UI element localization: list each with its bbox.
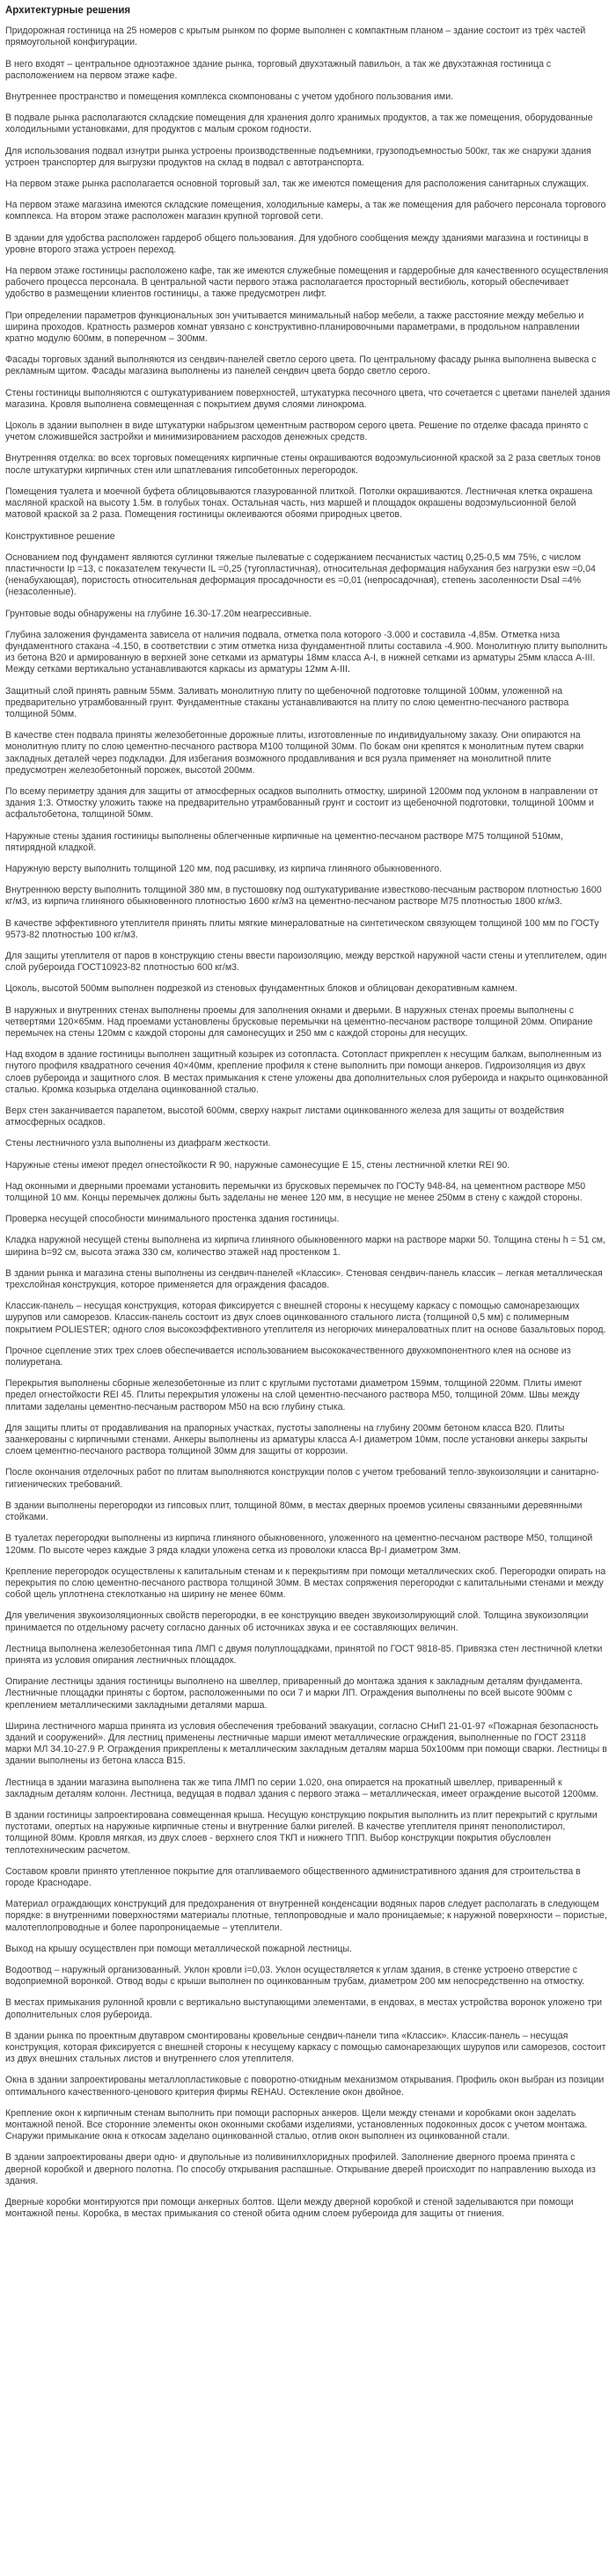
paragraph: Ширина лестничного марша принята из условия обеспечения требований эвакуации, согласно СНиП 21-01-97 «Пожарная безопасность зданий и сооружений». Для лестниц применены лестничные марши имеют металлические ограждения, выполненные по ГОСТ 23118 марки МЛ 34.10-27.9 Р. Ограждения прикреплены к металлическим закладным деталям марша 50х100мм при помощи сварки. Лестницы в здании выполнены из бетона класса В15. xyxy=(5,1720,607,1767)
paragraph: В качестве эффективного утеплителя принять плиты мягкие минераловатные на синтетическом связующем толщиной 100 мм по ГОСТу 9573-82 плотностью 100 кг/м3. xyxy=(5,917,599,940)
paragraph: На первом этаже рынка располагается основной торговый зал, так же имеются помещения для расположения санитарных служащих. xyxy=(5,179,590,190)
paragraph: Внутреннее пространство и помещения комплекса скомпонованы с учетом удобного пользования ими. xyxy=(5,91,454,103)
paragraph: Для использования подвал изнутри рынка устроены производственные подъемники, грузоподъемностью 500кг, так же снаружи здания устроен транспортер для выгрузки продуктов на склад в подвал с автотранспорта. xyxy=(5,145,591,168)
paragraph: Водоотвод – наружный организованный. Уклон кровли i=0,03. Уклон осуществляется к углам здания, в стенке устроено отверстие с водоприемной воронкой. Отвод воды с крыши выполнен по оцинкованным трубам, диаметром 200 мм непосредственно на отмостку. xyxy=(5,1964,584,1988)
paragraph: Кладка наружной несущей стены выполнена из кирпича глиняного обыкновенного марки на растворе марки 50. Толщина стены h = 51 см, ширина b=92 см, высота этажа 330 см, количество этажей над простенком 1. xyxy=(5,1235,606,1258)
paragraph: Материал ограждающих конструкций для предохранения от внутренней конденсации водяных паров следует располагать в следующем порядке: в внутренними поверхностями материалы плотные, теплопроводные и мало проницаемые; к наружной поверхности – пористые, малотеплопроводные и более паропроницаемые – утеплители. xyxy=(5,1899,607,1933)
paragraph: Над входом в здание гостиницы выполнен защитный козырек из сотопласта. Сотопласт прикреплен к несущим балкам, выполненным из гнутого профиля квадратного сечения 40×40мм, крепление профиля к стене выполнить при помощи анкеров. Гидроизоляция из двух слоев рубероида и защитного слоя. В местах примыкания к стене уложены два дополнительных слоя рубероида и накрыто оцинкованной сталью. Кромка козырька отделана оцинкованной сталью. xyxy=(5,1049,608,1095)
paragraph: Для увеличения звукоизоляционных свойств перегородки, в ее конструкцию введен звукоизолирующий слой. Толщина звукоизоляции принимается по отдельному расчету согласно данных об источниках звука и ее составляющих величин. xyxy=(5,1610,589,1633)
paragraph: Цоколь в здании выполнен в виде штукатурки набрызгом цементным раствором серого цвета. Решение по отделке фасада принято с учетом сложившейся застройки и минимизированием расходов денежных средств. xyxy=(5,420,589,443)
paragraph: Внутреннюю версту выполнить толщиной 380 мм, в пустошовку под оштукатуривание известково-песчаным раствором плотностью 1600 кг/м3, из кирпича глиняного обыкновенного плотностью 1600 кг/м3 на цементно-песчаном растворе М75 плотностью 1800 кг/м3. xyxy=(5,885,602,908)
paragraph: Цоколь, высотой 500мм выполнен подрезкой из стеновых фундаментных блоков и облицован декоративным камнем. xyxy=(5,983,517,995)
paragraph: В здании выполнены перегородки из гипсовых плит, толщиной 80мм, в местах дверных проемов усилены связанными деревянными стойками. xyxy=(5,1500,583,1523)
paragraph: Для защиты утеплителя от паров в конструкцию стены ввести пароизоляцию, между версткой наружной части стены и утеплителем, один слой рубероида ГОСТ10923-82 плотностью 600 кг/м3. xyxy=(5,950,607,974)
paragraph: В него входят – центральное одноэтажное здание рынка, торговый двухэтажный павильон, а так же двухэтажная гостиница с расположением на первом этаже кафе. xyxy=(5,58,552,81)
paragraph: Опирание лестницы здания гостиницы выполнено на швеллер, приваренный до монтажа здания к закладным деталям фундамента. Лестничные площадки приняты с бортом, расположенными по оси 7 и марки ЛП. Ограждения выполнены по всей высоте 900мм с креплением металлическими закладными деталями марша. xyxy=(5,1676,583,1711)
paragraph: Грунтовые воды обнаружены на глубине 16.30-17.20м неагрессивные. xyxy=(5,608,312,619)
architecture-section-body xyxy=(5,26,611,521)
paragraph: В туалетах перегородки выполнены из кирпича глиняного обыкновенного, уложенного на цементно-песчаном растворе М50, толщиной 120мм. По высоте через каждые 3 ряда кладки уложена сетка из проволоки класса Вр-I диаметром 3мм. xyxy=(5,1533,593,1556)
paragraph: Наружные стены имеют предел огнестойкости R 90, наружные самонесущие Е 15, стены лестничной клетки REI 90. xyxy=(5,1159,510,1171)
paragraph: Крепление окон к кирпичным стенам выполнить при помощи распорных анкеров. Щели между стенами и коробками окон заделать монтажной пеной. Все сторонние элементы окон оконными скобами изделиями, установленных подоконных досок с учетом монтажа. Снаружи примыкание окна к откосам заделано оцинкованной сталью, отлив окон выполнен из оцинкованной стали. xyxy=(5,2107,588,2142)
paragraph: Дверные коробки монтируются при помощи анкерных болтов. Щели между дверной коробкой и стеной заделываются при помощи монтажной пены. Коробка, в местах примыкания со стеной обита одним слоем рубероида для защиты от гниения. xyxy=(5,2197,574,2220)
paragraph: В подвале рынка располагаются складские помещения для хранения долго хранимых продуктов, а так же помещения, оборудованные холодильными установками, для продуктов с малым сроком годности. xyxy=(5,113,593,135)
paragraph: Окна в здании запроектированы металлопластиковые с поворотно-откидным механизмом открывания. Профиль окон выбран из позиции оптимального качественного-ценового критерия фирмы REHAU. Остекление окон двойное. xyxy=(5,2075,605,2098)
paragraph: Основанием под фундамент являются суглинки тяжелые пылеватые с содержанием песчанистых частиц 0,25-0,5 мм 75%, с числом пластичности Ip =13, с показателем текучести IL =0,25 (тугопластичная), относительная деформация набухания без нагрузки esw =0,04 (ненабухающая), пористость относительная деформация просадочности es =0,01 (непросадочная), степень засоленности Dsal =4%(незасоленные). xyxy=(5,551,596,598)
paragraph: Проверка несущей способности минимального простенка здания гостиницы. xyxy=(5,1214,340,1225)
paragraph: В здании рынка и магазина стены выполнены из сендвич-панелей «Классик». Стеновая сендвич-панель классик – легкая металлическая трехслойная конструкция, которое применяется для ограждения фасадов. xyxy=(5,1267,603,1291)
paragraph: Помещения туалета и моечной буфета облицовываются глазурованной плиткой. Потолки окрашиваются. Лестничная клетка окрашена масляной краской на высоту 1.5м. в голубых тонах. Остальная часть, низ маршей и площадок окрашены водоэмульсионной белой матовой краской за 2 раза. Помещения гостиницы оклеиваются обоями природных цветов. xyxy=(5,485,593,521)
paragraph: На первом этаже гостиницы расположено кафе, так же имеются служебные помещения и гардеробные для качественного осуществления рабочего процесса персонала. В центральной части первого этажа располагается просторный вестибюль, который обеспечивает удобство в размещении клиентов гостиницы, а также предусмотрен лифт. xyxy=(5,266,609,300)
paragraph: В здании для удобства расположен гардероб общего пользования. Для удобного сообщения между зданиями магазина и гостиницы в уровне второго этажа устроен переход. xyxy=(5,232,589,255)
paragraph: Лестница в здании магазина выполнена так же типа ЛМП по серии 1.020, она опирается на прокатный швеллер, приваренный к закладным деталям колонн. Лестница, ведущая в подвал здания с первого этажа – металлическая, имеет ограждение высотой 1200мм. xyxy=(5,1777,599,1799)
paragraph: Прочное сцепление этих трех слоев обеспечивается использованием высококачественного двухкомпонентного клея на основе из полиуретана. xyxy=(5,1345,571,1368)
paragraph: Над оконными и дверными проемами установить перемычки из брусковых перемычек по ГОСТу 948-84, на цементном растворе М50 толщиной 10 мм. Концы перемычек должны быть заделаны не менее 120 мм, в несущие не менее 250мм в стену с каждой стороны. xyxy=(5,1180,586,1204)
paragraph: Верх стен заканчивается парапетом, высотой 600мм, сверху накрыт листами оцинкованного железа для защиты от воздействия атмосферных осадков. xyxy=(5,1106,565,1128)
paragraph: Выход на крышу осуществлен при помощи металлической пожарной лестницы. xyxy=(5,1943,352,1954)
paragraph: Придорожная гостиница на 25 номеров с крытым рынком по форме выполнен с компактным планом – здание состоит из трёх частей прямоугольной конфигурации. xyxy=(5,26,586,48)
paragraph: Классик-панель – несущая конструкция, которая фиксируется с внешней стороны к несущему каркасу с помощью самонарезающих шурупов или саморезов. Классик-панель состоит из двух слоев оцинкованного стального листа (толщиной 0,5 мм) с полимерным покрытием POLIESTER; одного слоя высокоэффективного утеплителя из негорючих минераловатных плит на основе базальтовых пород. xyxy=(5,1301,606,1335)
paragraph: Стены лестничного узла выполнены из диафрагм жесткости. xyxy=(5,1138,271,1149)
paragraph: После окончания отделочных работ по плитам выполняются конструкции полов с учетом требований тепло-звукоизоляции и санитарно-гигиенических требований. xyxy=(5,1467,599,1490)
paragraph: В наружных и внутренних стенах выполнены проемы для заполнения окнами и дверьми. В наружных стенах проемы выполнены с четвертями 120×65мм. Над проемами установлены брусковые перемычки на цементно-песчаном растворе толщиной 20мм. Опирание перемычек на стены 120мм с каждой стороны для самонесущих и 250 мм с каждой стороны для несущих. xyxy=(5,1004,593,1039)
paragraph: Внутренняя отделка: во всех торговых помещениях кирпичные стены окрашиваются водоэмульсионной краской за 2 раза светлых тонов после штукатурки кирпичных стен или шпатлевания гипсобетонных перегородок. xyxy=(5,453,601,476)
paragraph: Перекрытия выполнены сборные железобетонные из плит с круглыми пустотами диаметром 159мм, толщиной 220мм. Плиты имеют предел огнестойкости REI 45. Плиты перекрытия уложены на слой цементно-песчаного раствора М50, толщиной 20мм. Швы между плитами заделаны цементно-песчаным раствором М50 на всю глубину стыка. xyxy=(5,1378,583,1412)
paragraph: В местах примыкания рулонной кровли с вертикально выступающими элементами, в ендовах, в местах устройства воронок уложено три дополнительных слоя рубероида. xyxy=(5,1997,603,2020)
paragraph: Для защиты плиты от продавливания на прапорных участках, пустоты заполнены на глубину 200мм бетоном класса В20. Плиты заанкерованы с кирпичными стенами. Анкеры выполнены из арматуры класса А-I диаметром 10мм, после установки анкеры закрыты слоем цементно-песчаного раствора толщиной 30мм для защиты от коррозии. xyxy=(5,1422,588,1457)
paragraph: Стены гостиницы выполняются с оштукатуриванием поверхностей, штукатурка песочного цвета, что сочетается с цветами панелей здания магазина. Кровля выполнена совмещенная с покрытием двумя слоями линокрома. xyxy=(5,387,611,410)
construction-section-body xyxy=(5,552,611,2221)
construction-section-heading: Конструктивное решение xyxy=(5,530,115,542)
paragraph: Составом кровли принято утепленное покрытие для отапливаемого общественного административного здания для строительства в городе Краснодаре. xyxy=(5,1865,581,1888)
paragraph: В здании гостиницы запроектирована совмещенная крыша. Несущую конструкцию покрытия выполнить из плит перекрытий с круглыми пустотами, опертых на наружные кирпичные стены и внутренние балки ригелей. В качестве утеплителя принят пенополистирол, толщиной 80мм. Кровля мягкая, из двух слоев - верхнего слоя ТКП и нижнего ТПП. Выбор конструкции покрытия обусловлен теплотехническим расчетом. xyxy=(5,1809,598,1856)
document-title: Архитектурные решения xyxy=(5,5,131,16)
paragraph: Наружные стены здания гостиницы выполнены облегченные кирпичные на цементно-песчаном растворе М75 толщиной 510мм, пятирядной кладкой. xyxy=(5,830,563,853)
paragraph: Фасады торговых зданий выполняются из сендвич-панелей светло серого цвета. По центральному фасаду рынка выполнена вывеска с рекламным щитом. Фасады магазина выполнены из панелей сендвич цвета бордо светло серого. xyxy=(5,354,597,377)
paragraph: Лестница выполнена железобетонная типа ЛМП с двумя полуплощадками, принятой по ГОСТ 9818-85. Привязка стен лестничной клетки принята из условия опирания лестничных площадок. xyxy=(5,1643,603,1666)
paragraph: Защитный слой принять равным 55мм. Заливать монолитную плиту по щебеночной подготовке толщиной 100мм, уложенной на предварительно утрамбованный грунт. Фундаментные стаканы устанавливаются на плиту по слою цементно-песчаного раствора толщиной 50мм. xyxy=(5,685,569,719)
paragraph: В качестве стен подвала приняты железобетонные дорожные плиты, изготовленные по индивидуальному заказу. Они опираются на монолитную плиту по слою цементно-песчаного раствора М100 толщиной 30мм. По бокам они крепятся к монолитным путем сварки закладных деталей через подкладки. Для избегания возможного продавливания и вся рузла применяет на монолитной плите предусмотрен железобетонный порожек, высотой 200мм. xyxy=(5,730,584,776)
paragraph: При определении параметров функциональных зон учитывается минимальный набор мебели, а также расстояние между мебелью и ширина проходов. Кратность размеров комнат увязано с конструктивно-планировочными параметрами, в продольном направлении кратно модулю 600мм, в поперечном – 300мм. xyxy=(5,310,584,345)
paragraph: В здании рынка по проектным двутавром смонтированы кровельные сендвич-панели типа «Классик». Классик-панель – несущая конструкция, которая фиксируется с внешней стороны к несущему каркасу с помощью самонарезающих шурупов или саморезов, состоит из двух внешних стальных листов и внутреннего слоя утеплителя. xyxy=(5,2030,606,2065)
paragraph: В здании запроектированы двери одно- и двупольные из поливинилхлоридных профилей. Заполнение дверного проема принята с дверной коробкой и дверного полотна. По способу открывания распашные. Открывание дверей происходит по направлению выхода из здания. xyxy=(5,2152,596,2186)
paragraph: Наружную версту выполнить толщиной 120 мм, под расшивку, из кирпича глиняного обыкновенного. xyxy=(5,863,443,874)
paragraph: На первом этаже магазина имеются складские помещения, холодильные камеры, а так же помещения для рабочего персонала торгового комплекса. На втором этаже расположен магазин крупной торговой сети. xyxy=(5,200,606,223)
paragraph: Глубина заложения фундамента зависела от наличия подвала, отметка пола которого -3.000 и составила -4,85м. Отметка низа фундаментного стакана -4.150, в соответствии с этим отметка низа фундаментной плиты составила -4.900. Монолитную плиту выполнить из бетона В20 и армированную в верхней зоне сетками из арматуры 18мм класса А-I, в нижней сетками из арматуры 25мм класса А-III. Между сетками вертикально устанавливаются каркасы из арматуры 12мм А-III. xyxy=(5,629,608,675)
paragraph: По всему периметру здания для защиты от атмосферных осадков выполнить отмостку, шириной 1200мм под уклоном в направлении от здания 1:3. Отмостку уложить также на предварительно утрамбованный грунт и состоит из щебеночной подготовки, толщиной 100мм и асфальтобетона, толщиной 50мм. xyxy=(5,785,598,821)
paragraph: Крепление перегородок осуществлены к капитальным стенам и к перекрытиям при помощи металлических скоб. Перегородки опирать на перекрытия по слою цементно-песчаного раствора толщиной 30мм. В местах сопряжения перегородки с капитальными стенами и между собой щель уплотнена стеклотканью на ширину не менее 60мм. xyxy=(5,1565,606,1601)
